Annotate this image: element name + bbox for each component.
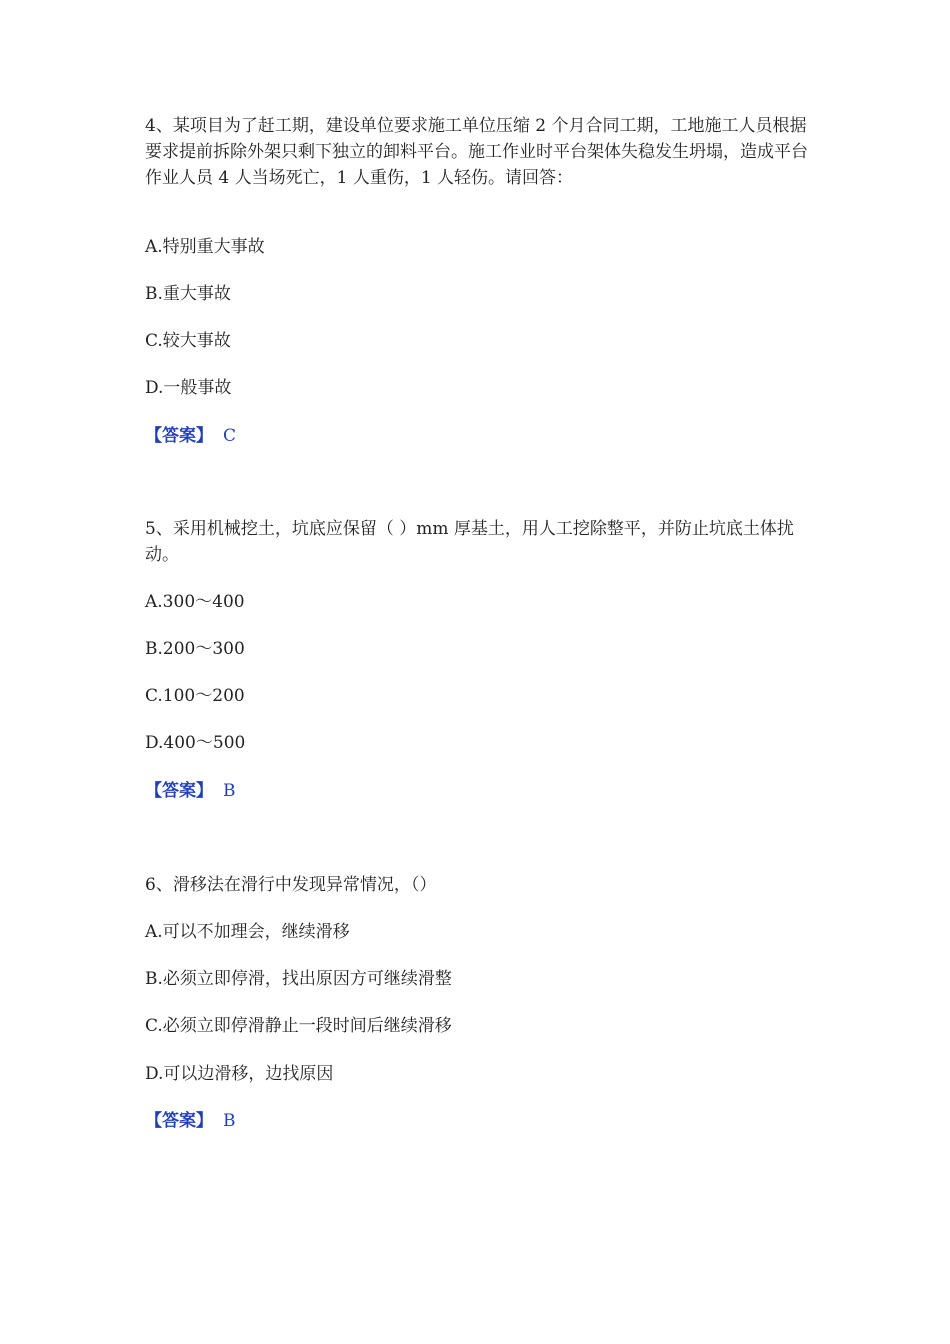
- question-6-stem: 6、滑移法在滑行中发现异常情况，（）: [145, 875, 437, 895]
- question-5-option-b: B.200～300: [145, 639, 245, 659]
- answer-value: C: [223, 426, 237, 446]
- question-5-option-a: A.300～400: [145, 592, 245, 612]
- answer-label: 【答案】: [145, 1111, 213, 1131]
- question-4-stem: 4、某项目为了赶工期，建设单位要求施工单位压缩 2 个月合同工期，工地施工人员根据要求提前拆除外架只剩下独立的卸料平台。施工作业时平台架体失稳发生坍塌，造成平台作业人员 4 人当场死亡，1 人重伤，1 人轻伤。请回答：: [145, 116, 808, 188]
- question-4-option-a: A.特别重大事故: [145, 237, 265, 257]
- answer-label: 【答案】: [145, 426, 213, 446]
- question-6-option-a: A.可以不加理会，继续滑移: [145, 922, 350, 942]
- question-6-answer: [145, 1108, 236, 1134]
- question-5-option-c: C.100～200: [145, 686, 245, 706]
- answer-value: B: [223, 1111, 236, 1131]
- question-4-option-b: B.重大事故: [145, 284, 231, 304]
- question-5-answer: [145, 778, 236, 804]
- question-4-answer: [145, 423, 236, 449]
- question-6-option-c: C.必须立即停滑静止一段时间后继续滑移: [145, 1016, 452, 1036]
- question-4-option-c: C.较大事故: [145, 331, 231, 351]
- answer-value: B: [223, 781, 236, 801]
- question-6-option-b: B.必须立即停滑，找出原因方可继续滑整: [145, 969, 452, 989]
- question-5-option-d: D.400～500: [145, 733, 246, 753]
- answer-label: 【答案】: [145, 781, 213, 801]
- question-4-option-d: D.一般事故: [145, 378, 232, 398]
- question-5-stem: 5、采用机械挖土，坑底应保留（ ）mm 厚基土，用人工挖除整平，并防止坑底土体扰动。: [145, 519, 794, 565]
- question-6-option-d: D.可以边滑移，边找原因: [145, 1064, 334, 1084]
